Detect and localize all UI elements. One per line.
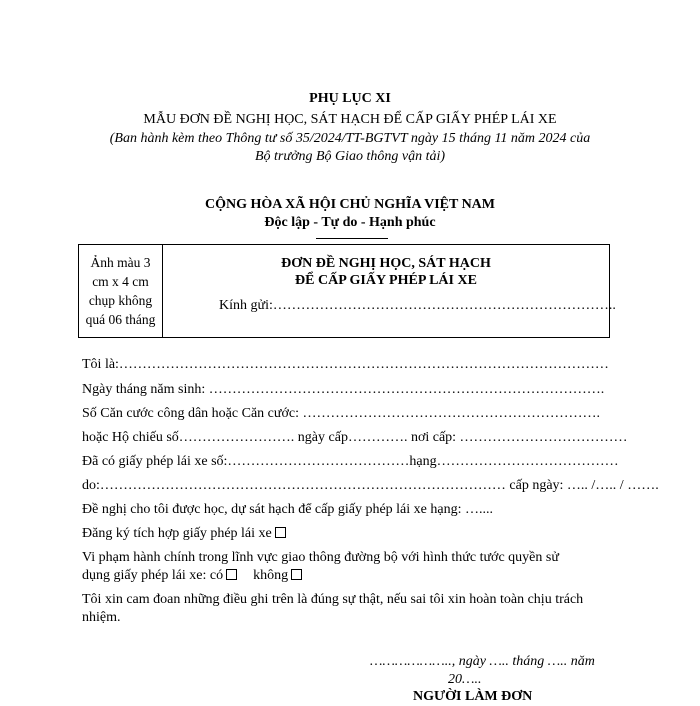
- addressee-field[interactable]: Kính gửi:………………………………………………………………..: [219, 298, 616, 313]
- applicant-signature-label: NGƯỜI LÀM ĐƠN: [413, 689, 533, 704]
- photo-placeholder: [79, 245, 163, 337]
- pledge-text: Tôi xin cam đoan những điều ghi trên là đúng sự thật, nếu sai tôi xin hoàn toàn chịu trách: [82, 592, 584, 607]
- passport-field[interactable]: hoặc Hộ chiếu số……………………. ngày cấp…………. nơi cấp: ………………………………: [82, 430, 628, 445]
- issuance-note-line2: Bộ trưởng Bộ Giao thông vận tải): [254, 149, 446, 164]
- form-template-title: MẪU ĐƠN ĐỀ NGHỊ HỌC, SÁT HẠCH ĐỂ CẤP GIẤY PHÉP LÁI XE: [143, 112, 557, 127]
- violation-answer-row: [82, 567, 302, 585]
- citizen-id-field[interactable]: Số Căn cước công dân hoặc Căn cước: ……………………………………………………….: [82, 406, 600, 421]
- license-issuer-field[interactable]: do:…………………………………………………………………………… cấp ngày: ….. /….. / …….: [82, 478, 659, 493]
- violation-question-continued: dụng giấy phép lái xe: có: [82, 568, 224, 583]
- integrate-license-row: [82, 525, 286, 543]
- integrate-license-label: Đăng ký tích hợp giấy phép lái xe: [82, 526, 272, 541]
- appendix-title: PHỤ LỤC XI: [309, 91, 391, 106]
- application-title-continued: ĐỂ CẤP GIẤY PHÉP LÁI XE: [295, 273, 477, 288]
- year-field[interactable]: 20…..: [448, 672, 482, 687]
- license-class-request-field[interactable]: Đề nghị cho tôi được học, dự sát hạch để cấp giấy phép lái xe hạng: …....: [82, 502, 493, 517]
- application-header-box: [78, 244, 616, 338]
- name-field[interactable]: Tôi là:……………………………………………………………………………………………: [82, 357, 609, 372]
- violation-no-label: không: [253, 568, 289, 583]
- application-title: ĐƠN ĐỀ NGHỊ HỌC, SÁT HẠCH: [281, 256, 491, 271]
- motto-underline: [316, 238, 388, 239]
- date-of-birth-field[interactable]: Ngày tháng năm sinh: ………………………………………………………………………….: [82, 382, 605, 397]
- photo-instruction-line: cm x 4 cm: [92, 274, 149, 289]
- existing-license-field[interactable]: Đã có giấy phép lái xe số:…………………………………hạng…………………………………: [82, 454, 619, 469]
- violation-yes-checkbox[interactable]: [226, 569, 237, 580]
- integrate-license-checkbox[interactable]: [275, 527, 286, 538]
- national-motto: Độc lập - Tự do - Hạnh phúc: [264, 215, 436, 230]
- violation-no-checkbox[interactable]: [291, 569, 302, 580]
- violation-question-line: Vi phạm hành chính trong lĩnh vực giao thông đường bộ với hình thức tước quyền sử: [82, 550, 559, 565]
- photo-instruction-line: quá 06 tháng: [85, 312, 156, 327]
- photo-instruction-line: chụp không: [88, 293, 153, 308]
- photo-instruction-line: Ảnh màu 3: [90, 255, 151, 270]
- pledge-text-continued: nhiệm.: [82, 610, 121, 625]
- country-name: CỘNG HÒA XÃ HỘI CHỦ NGHĨA VIỆT NAM: [204, 197, 495, 212]
- issuance-note-line1: (Ban hành kèm theo Thông tư số 35/2024/TT-BGTVT ngày 15 tháng 11 năm 2024 của: [109, 131, 591, 146]
- place-date-field[interactable]: ……………….., ngày ….. tháng ….. năm: [370, 654, 595, 669]
